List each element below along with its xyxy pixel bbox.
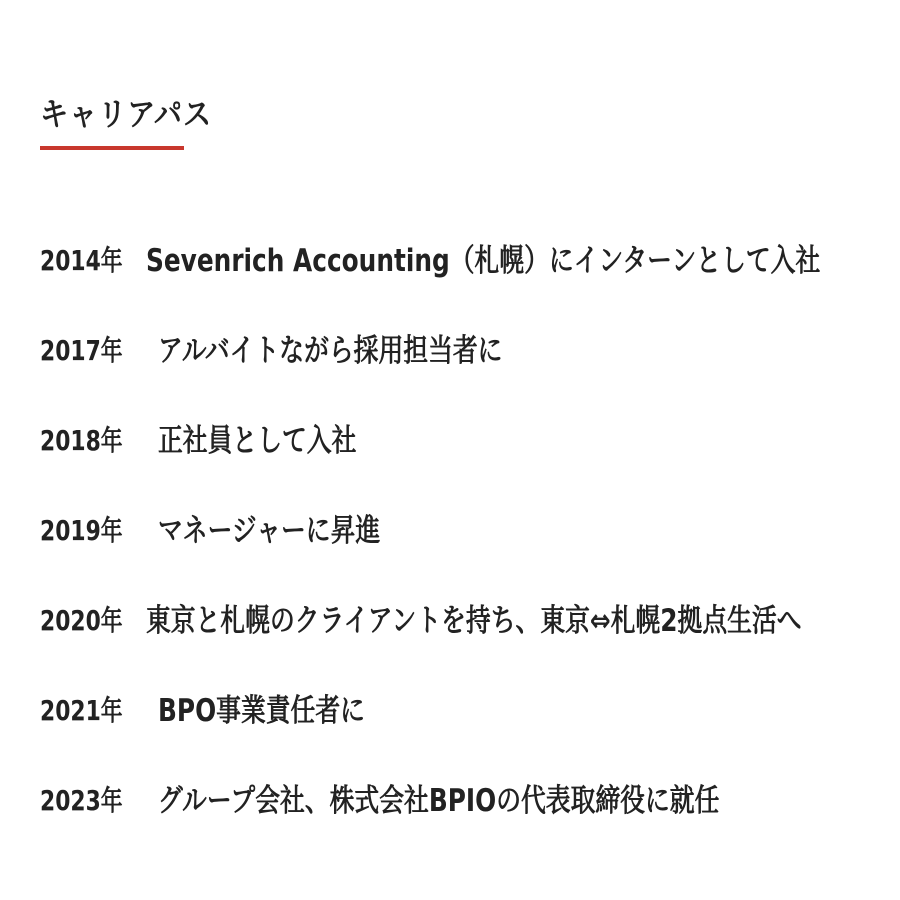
timeline-text: グループ会社、株式会社BPIOの代表取締役に就任	[158, 783, 720, 819]
timeline-year: 2020年	[40, 604, 123, 637]
timeline-text: アルバイトながら採用担当者に	[158, 333, 503, 369]
timeline-row	[40, 756, 890, 846]
timeline-row	[40, 666, 890, 756]
timeline-text: 東京と札幌のクライアントを持ち、東京⇔札幌2拠点生活へ	[145, 603, 802, 639]
career-timeline	[40, 216, 890, 846]
timeline-year: 2017年	[40, 334, 123, 367]
timeline-text: 正社員として入社	[158, 423, 357, 459]
timeline-row	[40, 216, 890, 306]
timeline-row	[40, 396, 890, 486]
title-underline	[40, 146, 184, 150]
timeline-row	[40, 306, 890, 396]
timeline-row	[40, 576, 890, 666]
timeline-year: 2023年	[40, 784, 123, 817]
timeline-text: Sevenrich Accounting（札幌）にインターンとして入社	[145, 243, 821, 279]
timeline-year: 2018年	[40, 424, 123, 457]
timeline-row	[40, 486, 890, 576]
timeline-text: BPO事業責任者に	[158, 693, 365, 729]
timeline-year: 2019年	[40, 514, 123, 547]
section-title: キャリアパス	[40, 95, 212, 133]
timeline-text: マネージャーに昇進	[158, 513, 381, 549]
timeline-year: 2014年	[40, 244, 123, 277]
timeline-year: 2021年	[40, 694, 123, 727]
